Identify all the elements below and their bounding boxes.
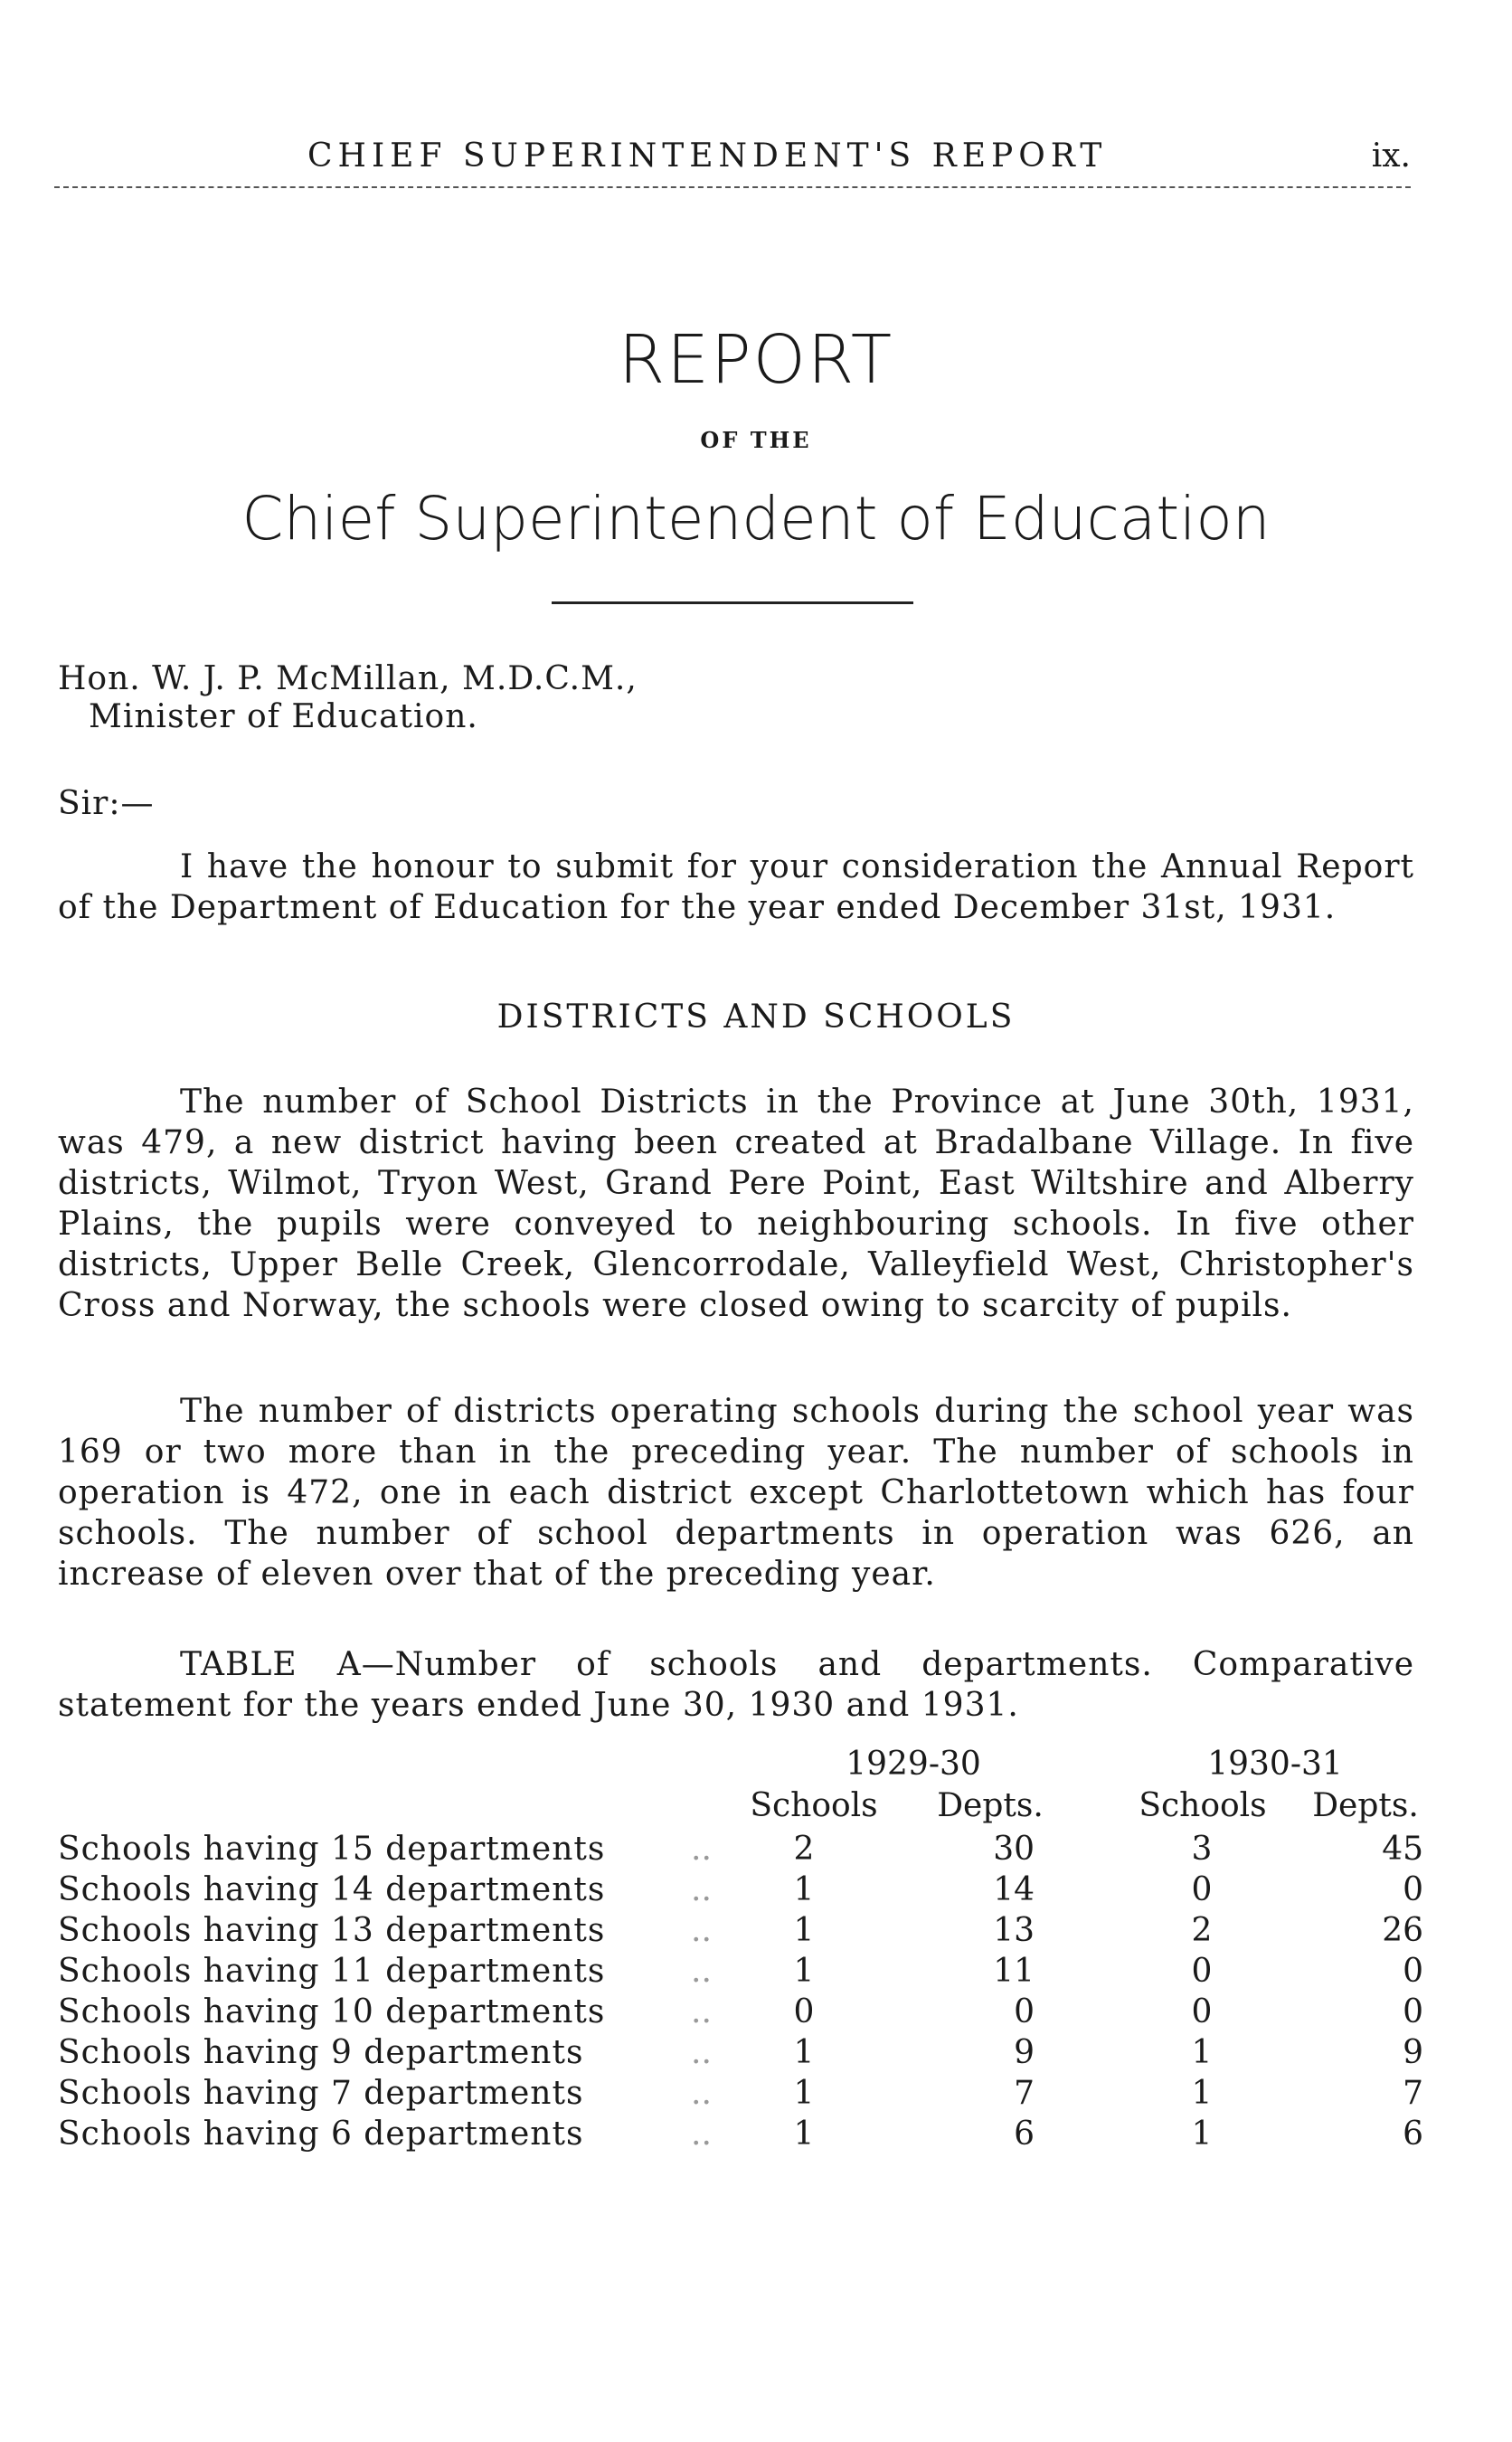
row-leader: .. (691, 2034, 712, 2071)
cell-depts-1929: 11 (993, 1953, 1035, 1990)
table-col-schools-1: Schools (750, 1787, 878, 1824)
cell-depts-1930: 7 (1403, 2075, 1423, 2112)
cell-depts-1929: 30 (993, 1831, 1035, 1868)
cell-depts-1929: 7 (1014, 2075, 1035, 2112)
cell-depts-1929: 0 (1014, 1993, 1035, 2030)
cell-schools-1929: 1 (793, 1953, 815, 1990)
table-body (58, 1831, 1432, 2156)
row-label: Schools having 6 departments (58, 2115, 584, 2153)
cell-schools-1930: 1 (1191, 2075, 1213, 2112)
row-label: Schools having 9 departments (58, 2034, 584, 2071)
table-row (58, 2034, 1432, 2075)
running-head-rule (54, 186, 1411, 188)
report-title: REPORT (618, 321, 894, 399)
table-col-depts-1: Depts. (937, 1787, 1044, 1824)
table-year-1930-31: 1930-31 (1207, 1746, 1343, 1783)
cell-depts-1929: 14 (993, 1871, 1035, 1908)
row-leader: .. (691, 1871, 712, 1908)
page-number: ix. (1371, 137, 1411, 175)
cell-schools-1929: 1 (793, 2075, 815, 2112)
cell-depts-1930: 45 (1382, 1831, 1423, 1868)
row-leader: .. (691, 1993, 712, 2030)
table-row (58, 1993, 1432, 2034)
cell-schools-1930: 0 (1191, 1871, 1213, 1908)
paragraph-districts: The number of School Districts in the Province at June 30th, 1931, was 479, a new district having been created at Bradalbane Village. In five districts, Wilmot, Tryon West, Grand Pere Point, East Wiltshire and Alberry Plains, the pupils were conveyed to neighbouring schools. In five other districts, Upper Belle Creek, Glencorrodale, Valleyfield West, Christopher's Cross and Norway, the schools were closed owing to scarcity of pupils. (58, 1084, 1414, 1324)
report-subtitle: Chief Superintendent of Education (241, 484, 1271, 554)
row-label: Schools having 11 departments (58, 1953, 606, 1990)
cell-depts-1930: 0 (1403, 1993, 1423, 2030)
table-row (58, 1912, 1432, 1953)
cell-schools-1930: 1 (1191, 2115, 1213, 2153)
cell-depts-1929: 6 (1014, 2115, 1035, 2153)
cell-schools-1929: 1 (793, 1871, 815, 1908)
row-leader: .. (691, 1831, 712, 1868)
cell-depts-1930: 26 (1382, 1912, 1423, 1949)
address-line-2: Minister of Education. (89, 698, 478, 735)
table-row (58, 1831, 1432, 1871)
cell-depts-1930: 0 (1403, 1871, 1423, 1908)
paragraph-operating: The number of districts operating schools during the school year was 169 or two more than in the preceding year. The number of schools in operation is 472, one in each district except Charlottetown which has four schools. The number of school departments in operation was 626, an increase of eleven over that of the preceding year. (58, 1393, 1414, 1593)
table-caption: TABLE A—Number of schools and departments. Comparative statement for the years ended June 30, 1930 and 1931. (58, 1646, 1414, 1724)
cell-schools-1929: 2 (793, 1831, 815, 1868)
cell-schools-1929: 1 (793, 2115, 815, 2153)
row-leader: .. (691, 2115, 712, 2153)
table-col-schools-2: Schools (1139, 1787, 1267, 1824)
cell-schools-1929: 1 (793, 1912, 815, 1949)
row-label: Schools having 14 departments (58, 1871, 606, 1908)
cell-schools-1930: 0 (1191, 1993, 1213, 2030)
row-leader: .. (691, 1953, 712, 1990)
cell-schools-1930: 0 (1191, 1953, 1213, 1990)
table-row (58, 2075, 1432, 2115)
table-row (58, 2115, 1432, 2156)
of-the-label: OF THE (700, 427, 812, 453)
row-leader: .. (691, 1912, 712, 1949)
cell-schools-1930: 1 (1191, 2034, 1213, 2071)
running-head-title: CHIEF SUPERINTENDENT'S REPORT (307, 137, 1108, 175)
section-heading: DISTRICTS AND SCHOOLS (496, 999, 1016, 1036)
row-label: Schools having 13 departments (58, 1912, 606, 1949)
row-label: Schools having 15 departments (58, 1831, 606, 1868)
cell-schools-1930: 3 (1191, 1831, 1213, 1868)
table-row (58, 1953, 1432, 1993)
title-rule (552, 601, 913, 604)
cell-schools-1929: 0 (793, 1993, 815, 2030)
row-leader: .. (691, 2075, 712, 2112)
cell-schools-1929: 1 (793, 2034, 815, 2071)
address-line-1: Hon. W. J. P. McMillan, M.D.C.M., (58, 660, 638, 697)
cell-depts-1929: 9 (1014, 2034, 1035, 2071)
cell-depts-1930: 6 (1403, 2115, 1423, 2153)
row-label: Schools having 7 departments (58, 2075, 584, 2112)
cell-depts-1929: 13 (993, 1912, 1035, 1949)
cell-depts-1930: 9 (1403, 2034, 1423, 2071)
cell-depts-1930: 0 (1403, 1953, 1423, 1990)
table-row (58, 1871, 1432, 1912)
paragraph-intro: I have the honour to submit for your consideration the Annual Report of the Department of Education for the year ended December 31st, 1931. (58, 848, 1414, 926)
running-head (54, 137, 1411, 192)
table-year-1929-30: 1929-30 (846, 1746, 981, 1783)
cell-schools-1930: 2 (1191, 1912, 1213, 1949)
row-label: Schools having 10 departments (58, 1993, 606, 2030)
salutation: Sir:— (58, 785, 155, 822)
table-col-depts-2: Depts. (1312, 1787, 1419, 1824)
